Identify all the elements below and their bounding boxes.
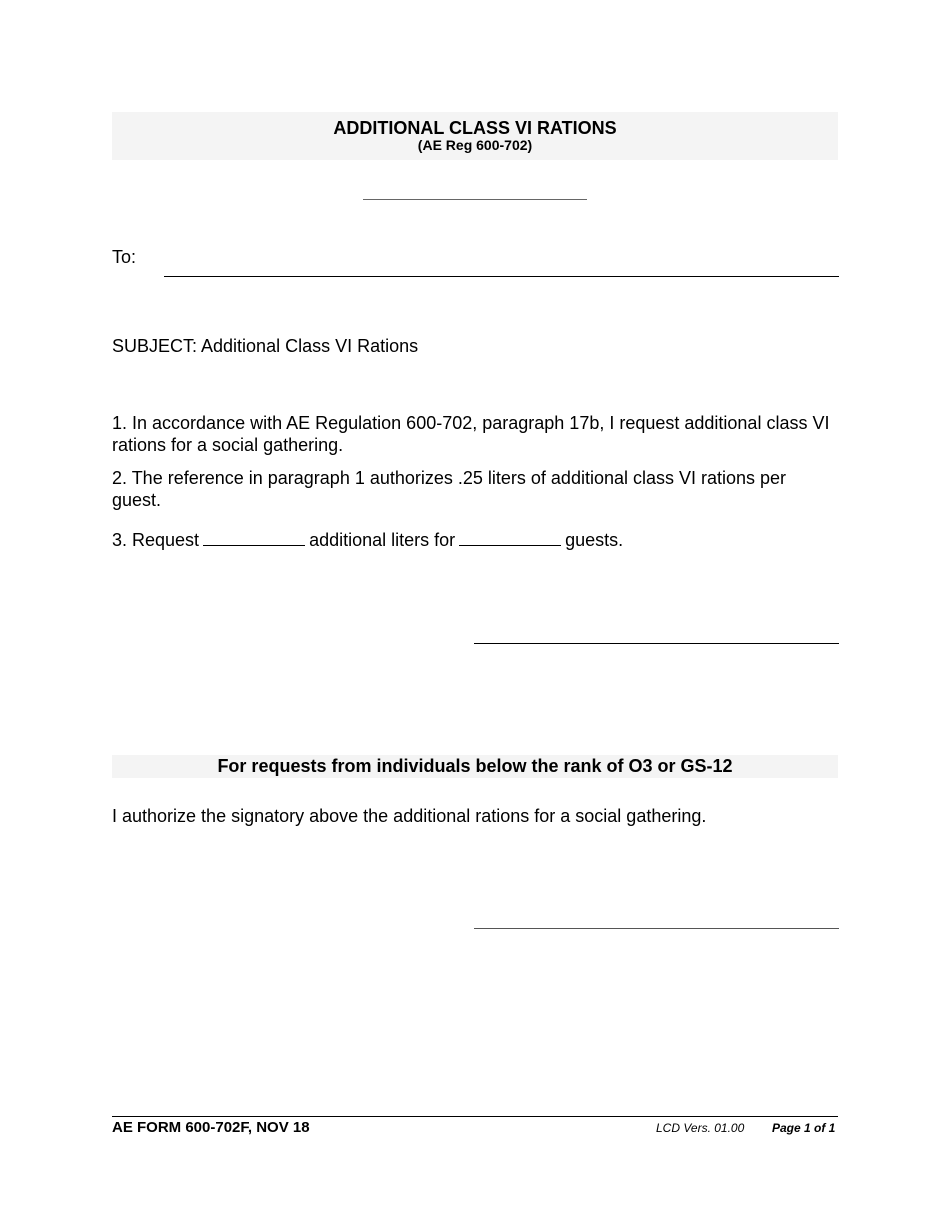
- liters-blank[interactable]: [203, 527, 305, 546]
- paragraph-1: 1. In accordance with AE Regulation 600-702, paragraph 17b, I request additional class VI rations for a social gathering.: [112, 413, 830, 455]
- paragraph-2: 2. The reference in paragraph 1 authorizes .25 liters of additional class VI rations per guest.: [112, 468, 787, 510]
- paragraph-3-end: guests.: [565, 530, 624, 550]
- form-header: [112, 112, 838, 160]
- form-regulation: (AE Reg 600-702): [417, 137, 533, 153]
- approver-signature-line[interactable]: [474, 928, 839, 929]
- form-title: ADDITIONAL CLASS VI RATIONS: [333, 118, 617, 138]
- paragraph-3: [112, 527, 838, 551]
- page-number: Page 1 of 1: [772, 1121, 836, 1135]
- to-line[interactable]: [164, 276, 839, 277]
- date-line[interactable]: [363, 199, 587, 200]
- guests-blank[interactable]: [459, 527, 561, 546]
- paragraph-3-middle: additional liters for: [309, 530, 456, 550]
- paragraph-3-start: 3. Request: [112, 530, 200, 550]
- footer-rule: [112, 1116, 838, 1117]
- approval-heading: For requests from individuals below the rank of O3 or GS-12: [112, 755, 838, 778]
- to-label: To:: [112, 247, 137, 267]
- subject-line: SUBJECT: Additional Class VI Rations: [112, 336, 419, 356]
- form-version: LCD Vers. 01.00: [656, 1121, 745, 1135]
- approval-statement: I authorize the signatory above the additional rations for a social gathering.: [112, 806, 707, 826]
- form-number: AE FORM 600-702F, NOV 18: [112, 1119, 310, 1136]
- requester-signature-line[interactable]: [474, 643, 839, 644]
